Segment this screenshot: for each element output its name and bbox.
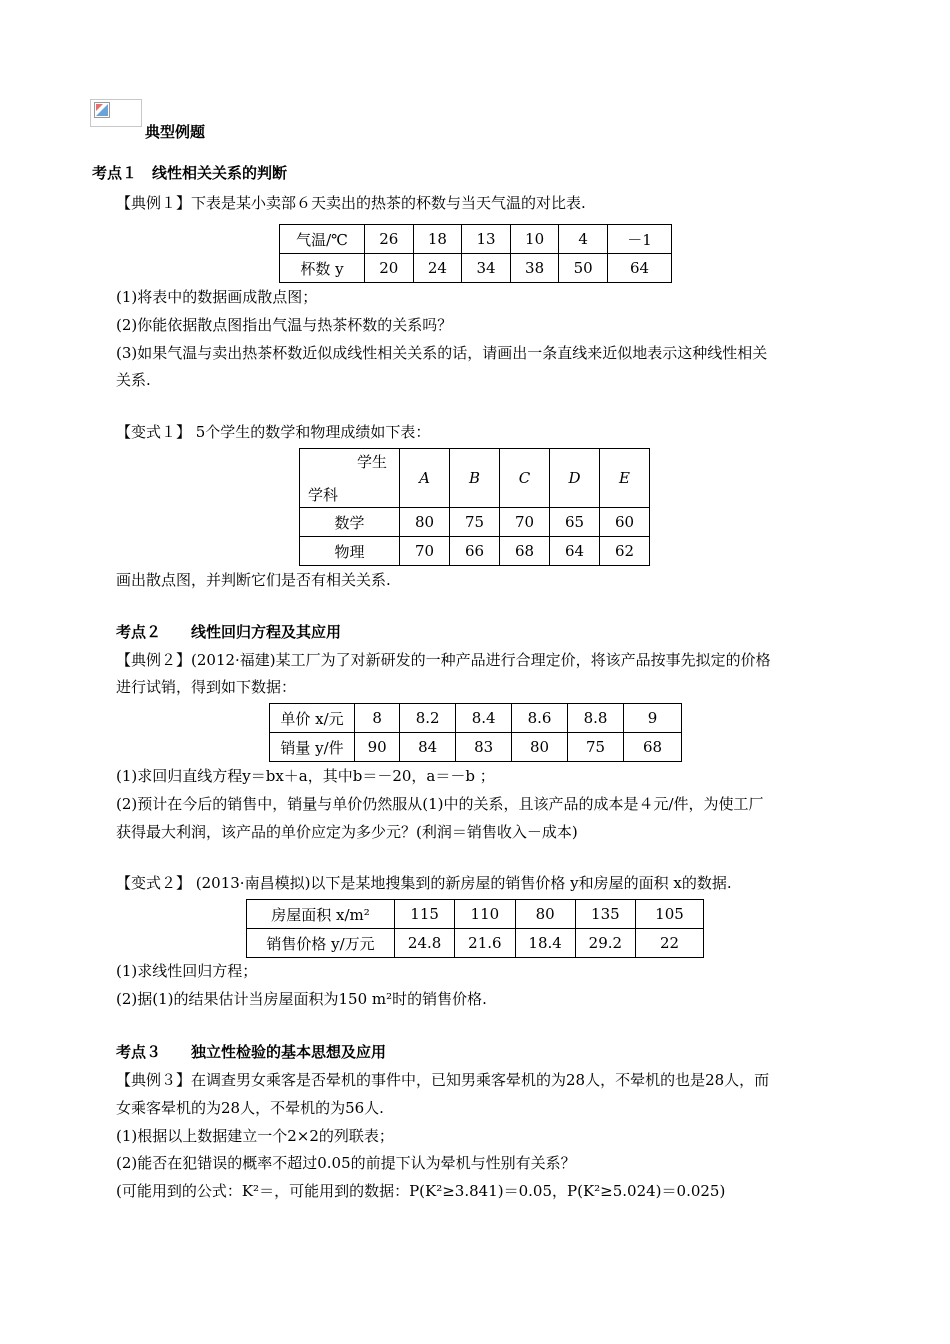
table-cell: 24: [413, 254, 462, 283]
table-cell: 24.8: [395, 929, 455, 958]
column-header: E: [600, 449, 650, 508]
row-label: 数学: [300, 508, 400, 537]
topic-1-title: 考点１ 线性相关关系的判断: [92, 164, 288, 182]
row-label: 销售价格 y/万元: [247, 929, 395, 958]
table-cell: 135: [575, 900, 635, 929]
table-cell: 4: [559, 225, 608, 254]
table-row: [247, 929, 704, 958]
table-cell: 64: [550, 537, 600, 566]
table-cell: 64: [608, 254, 672, 283]
example-2-question-1: (1)求回归直线方程y＝bx＋a，其中b＝－20，a＝－b ；: [116, 767, 495, 785]
table-row: [300, 508, 650, 537]
corner-header-cell: [300, 449, 400, 508]
example-1-question-3-cont: 关系.: [116, 371, 151, 389]
table-cell: 18: [413, 225, 462, 254]
example-1-question-1: (1)将表中的数据画成散点图；: [116, 288, 318, 306]
table-cell: 70: [400, 537, 450, 566]
table-cell: 75: [568, 733, 624, 762]
table-cell: 66: [450, 537, 500, 566]
variant-2-table: [246, 899, 704, 958]
table-cell: 65: [550, 508, 600, 537]
corner-bottom-label: 学科: [308, 486, 339, 504]
example-3-question-1: (1)根据以上数据建立一个2×2的列联表；: [116, 1127, 394, 1145]
table-cell: 105: [636, 900, 704, 929]
column-header: C: [500, 449, 550, 508]
table-cell: 80: [512, 733, 568, 762]
row-label: 销量 y/件: [270, 733, 355, 762]
table-cell: 22: [636, 929, 704, 958]
table-cell: 10: [510, 225, 559, 254]
table-row: [300, 449, 650, 508]
broken-image-icon: [90, 99, 142, 127]
example-2-intro: 【典例２】(2012·福建)某工厂为了对新研发的一种产品进行合理定价，将该产品按事先拟定的价格: [116, 651, 771, 669]
example-3-formula-note: (可能用到的公式：K²＝，可能用到的数据：P(K²≥3.841)＝0.05，P(K²≥5.024)＝0.025): [116, 1182, 726, 1200]
table-cell: 9: [624, 704, 682, 733]
table-cell: 8: [355, 704, 400, 733]
section-heading: 典型例题: [145, 123, 206, 141]
variant-1-question: 画出散点图，并判断它们是否有相关关系.: [116, 571, 391, 589]
table-row: [270, 704, 682, 733]
column-header: D: [550, 449, 600, 508]
variant-1-table: [299, 448, 650, 566]
row-label: 气温/℃: [280, 225, 365, 254]
example-3-intro: 【典例３】在调查男女乘客是否晕机的事件中，已知男乘客晕机的为28人，不晕机的也是28人，而: [116, 1071, 770, 1089]
table-cell: 20: [365, 254, 414, 283]
table-cell: 38: [510, 254, 559, 283]
table-cell: 8.4: [456, 704, 512, 733]
corner-top-label: 学生: [356, 453, 387, 471]
table-cell: 80: [515, 900, 575, 929]
image-placeholder-icon: [94, 102, 110, 118]
example-1-table: [279, 224, 672, 283]
variant-2-question-2: (2)据(1)的结果估计当房屋面积为150 m²时的销售价格.: [116, 990, 487, 1008]
example-2-table: [269, 703, 682, 762]
table-cell: 83: [456, 733, 512, 762]
variant-2-intro: 【变式２】 (2013·南昌模拟)以下是某地搜集到的新房屋的销售价格 y和房屋的面积 x的数据.: [116, 874, 732, 892]
table-cell: 18.4: [515, 929, 575, 958]
table-cell: 8.2: [400, 704, 456, 733]
table-cell: 21.6: [455, 929, 515, 958]
table-cell: 115: [395, 900, 455, 929]
table-cell: 70: [500, 508, 550, 537]
example-1-intro: 【典例１】下表是某小卖部６天卖出的热茶的杯数与当天气温的对比表.: [116, 194, 586, 212]
example-2-question-2-cont: 获得最大利润，该产品的单价应定为多少元？(利润＝销售收入－成本): [116, 823, 578, 841]
column-header: B: [450, 449, 500, 508]
example-3-question-2: (2)能否在犯错误的概率不超过0.05的前提下认为晕机与性别有关系？: [116, 1154, 576, 1172]
table-cell: 80: [400, 508, 450, 537]
example-1-question-3: (3)如果气温与卖出热茶杯数近似成线性相关关系的话，请画出一条直线来近似地表示这种线性相关: [116, 344, 768, 362]
table-row: [280, 254, 672, 283]
table-cell: 110: [455, 900, 515, 929]
example-2-intro-cont: 进行试销，得到如下数据：: [116, 678, 297, 696]
example-2-question-2: (2)预计在今后的销售中，销量与单价仍然服从(1)中的关系，且该产品的成本是４元/件，为使工厂: [116, 795, 764, 813]
table-row: [247, 900, 704, 929]
table-row: [300, 537, 650, 566]
table-cell: 13: [462, 225, 511, 254]
table-cell: 8.6: [512, 704, 568, 733]
table-row: [270, 733, 682, 762]
table-cell: 62: [600, 537, 650, 566]
table-cell: 75: [450, 508, 500, 537]
table-cell: 50: [559, 254, 608, 283]
row-label: 物理: [300, 537, 400, 566]
example-3-intro-cont: 女乘客晕机的为28人，不晕机的为56人.: [116, 1099, 384, 1117]
table-cell: 26: [365, 225, 414, 254]
table-row: [280, 225, 672, 254]
table-cell: 34: [462, 254, 511, 283]
table-cell: 60: [600, 508, 650, 537]
row-label: 单价 x/元: [270, 704, 355, 733]
table-cell: －1: [608, 225, 672, 254]
variant-1-intro: 【变式１】 5个学生的数学和物理成绩如下表：: [116, 423, 431, 441]
table-cell: 84: [400, 733, 456, 762]
column-header: A: [400, 449, 450, 508]
topic-2-title: 考点２ 线性回归方程及其应用: [116, 623, 342, 641]
row-label: 房屋面积 x/m²: [247, 900, 395, 929]
example-1-question-2: (2)你能依据散点图指出气温与热茶杯数的关系吗？: [116, 316, 453, 334]
table-cell: 29.2: [575, 929, 635, 958]
table-cell: 68: [500, 537, 550, 566]
topic-3-title: 考点３ 独立性检验的基本思想及应用: [116, 1043, 387, 1061]
table-cell: 8.8: [568, 704, 624, 733]
table-cell: 68: [624, 733, 682, 762]
table-cell: 90: [355, 733, 400, 762]
variant-2-question-1: (1)求线性回归方程；: [116, 962, 258, 980]
row-label: 杯数 y: [280, 254, 365, 283]
